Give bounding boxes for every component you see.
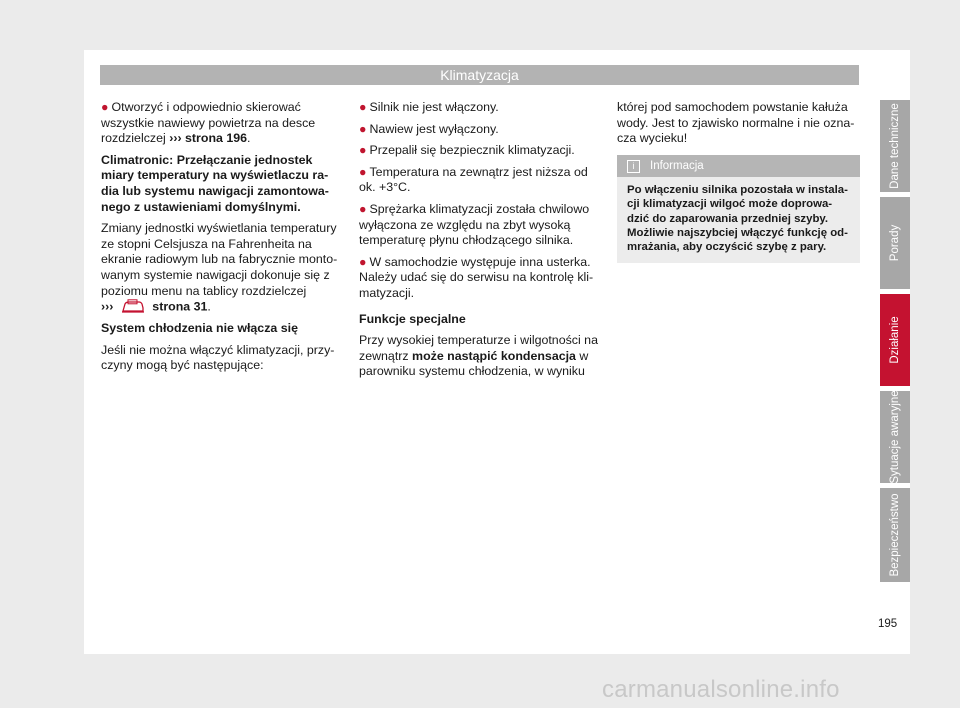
list-item: ● Nawiew jest wyłączony. <box>359 121 499 136</box>
section-heading: Funkcje specjalne <box>359 311 466 326</box>
page-link[interactable]: strona 31 <box>152 299 208 314</box>
info-icon: i <box>627 160 640 173</box>
watermark: carmanualsonline.info <box>602 676 840 703</box>
section-heading: Climatronic: Przełączanie jednostek miary temperatury na wyświetlaczu ra-dia lub systemu nawigacji zamontowa-nego z ustawieniami domyślnymi. <box>101 152 329 214</box>
info-box-body: Po włączeniu silnika pozostała w instala-cji klimatyzacji wilgoć może doprowa-dzić do zaparowania przedniej szyby. Możliwie najszybciej włączyć funkcję od-mrażania, aby oczyścić szybę z pary. <box>627 183 848 254</box>
arrow-icon: ››› <box>101 299 114 314</box>
tab-sytuacje-awaryjne[interactable]: Sytuacje awaryjne <box>880 391 910 483</box>
paragraph: Jeśli nie można włączyć klimatyzacji, przy-czyny mogą być następujące: <box>101 342 335 373</box>
paragraph: której pod samochodem powstanie kałuża wody. Jest to zjawisko normalne i nie ozna-cza wycieku! <box>617 100 855 146</box>
bullet-icon: ● <box>359 121 367 136</box>
bullet-icon: ● <box>101 100 109 114</box>
list-item: ● Temperatura na zewnątrz jest niższa od ok. +3°C. <box>359 164 588 195</box>
info-box-header: i Informacja <box>617 155 860 177</box>
bullet-icon: ● <box>359 254 367 269</box>
list-item: ● Przepalił się bezpiecznik klimatyzacji. <box>359 143 575 158</box>
page-number: 195 <box>878 618 898 630</box>
tab-bezpieczenstwo[interactable]: Bezpieczeństwo <box>880 488 910 582</box>
tab-dzialanie[interactable]: Działanie <box>880 294 910 386</box>
list-item: ● W samochodzie występuje inna usterka. Należy udać się do serwisu na kontrolę kli-matyzacji. <box>359 254 594 300</box>
paragraph: ● Otworzyć i odpowiednio skierować wszystkie nawiewy powietrza na desce rozdzielczej ››› strona 196. <box>101 100 316 146</box>
bullet-icon: ● <box>359 143 367 158</box>
tab-porady[interactable]: Porady <box>880 197 910 289</box>
section-heading: System chłodzenia nie włącza się <box>101 321 298 336</box>
page-header: Klimatyzacja <box>100 65 859 85</box>
bullet-icon: ● <box>359 100 367 114</box>
paragraph: Zmiany jednostki wyświetlania temperatury ze stopni Celsjusza na Fahrenheita na ekranie radiowym lub na fabrycznie monto-wanym systemie nawigacji dokonuje się z poziomu menu na tablicy rozdzielczej ››› strona 31. <box>101 221 338 314</box>
list-item: ● Silnik nie jest włączony. <box>359 100 499 114</box>
info-box <box>617 155 860 263</box>
bullet-icon: ● <box>359 201 367 216</box>
paragraph: Przy wysokiej temperaturze i wilgotności na zewnątrz może nastąpić kondensacja w parowniku systemu chłodzenia, w wyniku <box>359 333 598 379</box>
column-1 <box>101 100 346 380</box>
tab-dane-techniczne[interactable]: Dane techniczne <box>880 100 910 192</box>
bullet-list <box>359 100 604 302</box>
page-link[interactable]: strona 196 <box>185 131 248 146</box>
column-3 <box>617 100 862 263</box>
arrow-icon: ››› <box>169 131 182 146</box>
bullet-icon: ● <box>359 164 367 179</box>
column-2 <box>359 100 604 386</box>
list-item: ● Sprężarka klimatyzacji została chwilowo wyłączona ze względu na zbyt wysoką temperaturę płynu chłodzącego silnika. <box>359 201 590 248</box>
car-infotainment-icon <box>120 299 146 315</box>
